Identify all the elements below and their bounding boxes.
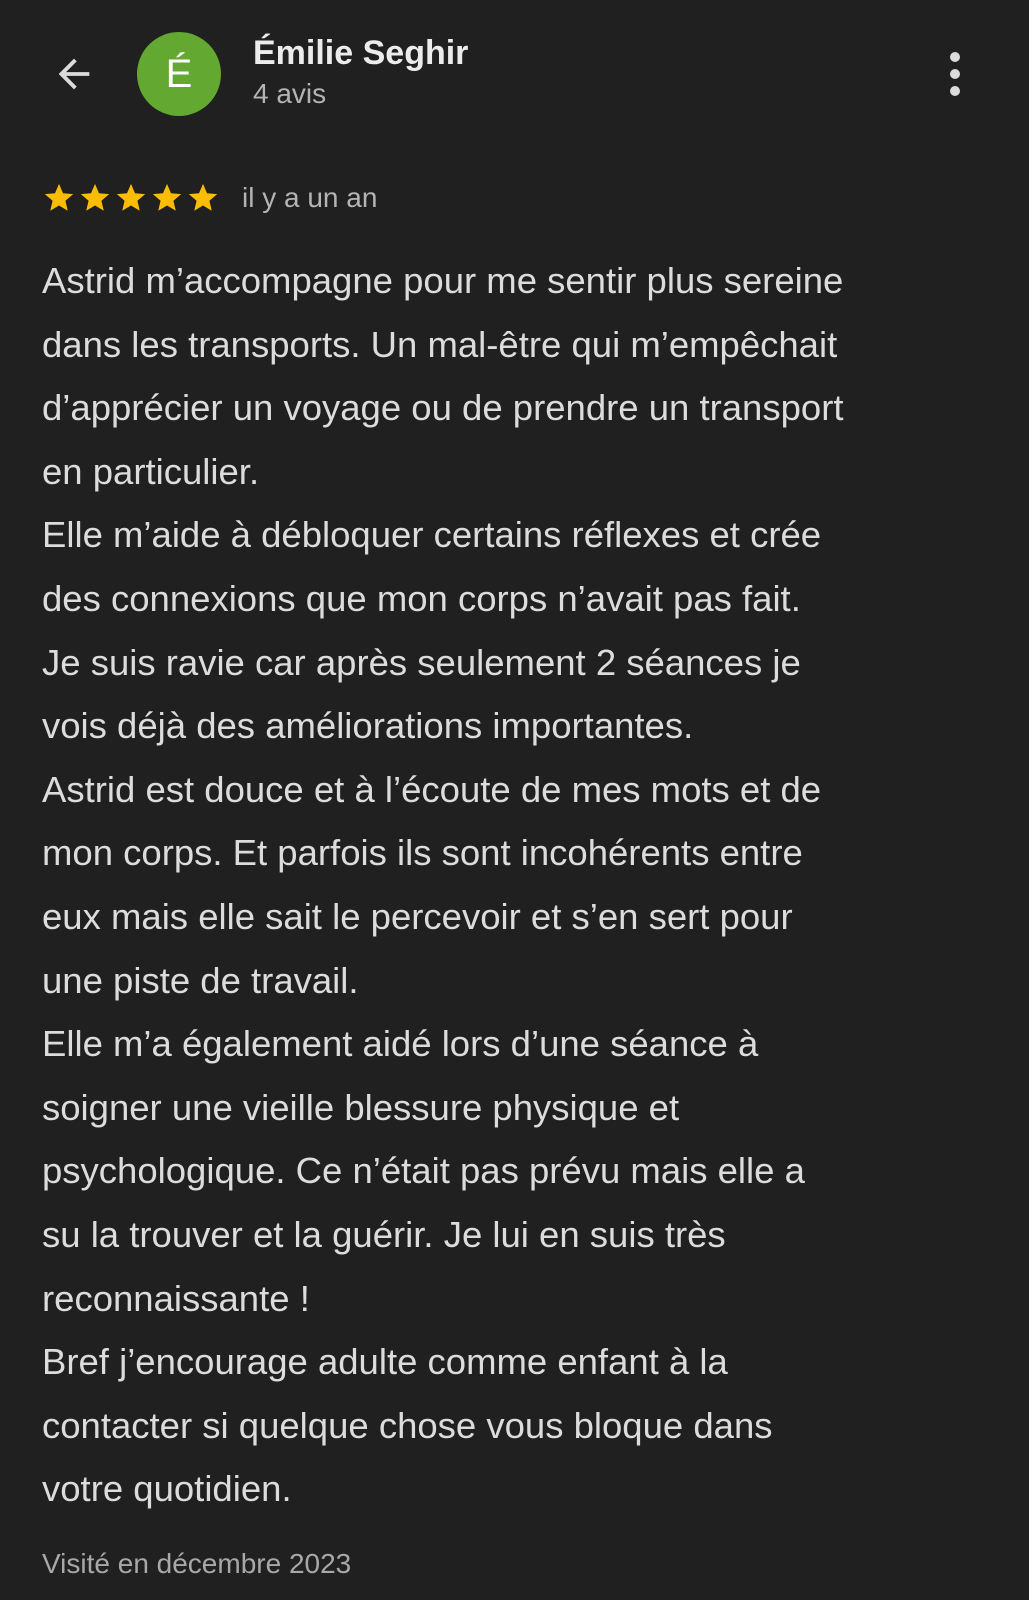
review-text-line: Bref j’encourage adulte comme enfant à la bbox=[42, 1341, 728, 1383]
reviewer-review-count: 4 avis bbox=[253, 78, 327, 109]
review-text-line: Elle m’a également aidé lors d’une séance à bbox=[42, 1023, 759, 1065]
avatar[interactable] bbox=[137, 32, 221, 116]
star-icon bbox=[114, 181, 148, 215]
visited-date: Visité en décembre 2023 bbox=[42, 1548, 352, 1579]
arrow-left-icon bbox=[51, 51, 97, 97]
review-text-line: d’apprécier un voyage ou de prendre un transport bbox=[42, 387, 844, 429]
more-options-button[interactable] bbox=[934, 46, 976, 102]
rating-row bbox=[42, 178, 377, 218]
review-text-line: reconnaissante ! bbox=[42, 1277, 310, 1319]
review-text-line: votre quotidien. bbox=[42, 1468, 292, 1510]
review-text-line: soigner une vieille blessure physique et bbox=[42, 1086, 680, 1128]
review-text-line: su la trouver et la guérir. Je lui en suis très bbox=[42, 1213, 726, 1255]
review-time: il y a un an bbox=[242, 182, 378, 213]
star-icon bbox=[78, 181, 112, 215]
back-button[interactable] bbox=[44, 46, 104, 102]
review-header bbox=[0, 0, 1029, 150]
review-text-line: des connexions que mon corps n’avait pas fait. bbox=[42, 577, 801, 619]
review-text-line: une piste de travail. bbox=[42, 959, 359, 1001]
review-text-line: Astrid m’accompagne pour me sentir plus sereine bbox=[42, 260, 844, 301]
star-icon bbox=[186, 181, 220, 215]
star-icon bbox=[150, 181, 184, 215]
review-text-line: psychologique. Ce n’était pas prévu mais elle a bbox=[42, 1150, 805, 1192]
reviewer-name[interactable]: Émilie Seghir bbox=[253, 34, 469, 72]
more-vert-icon bbox=[947, 50, 963, 98]
review-text-line: Astrid est douce et à l’écoute de mes mots et de bbox=[42, 768, 822, 810]
star-rating bbox=[42, 181, 220, 215]
review-text bbox=[42, 249, 1002, 1521]
review-text-line: dans les transports. Un mal-être qui m’empêchait bbox=[42, 323, 838, 365]
avatar-letter: É bbox=[165, 51, 193, 96]
review-text-line: eux mais elle sait le percevoir et s’en sert pour bbox=[42, 895, 793, 937]
review-text-line: Je suis ravie car après seulement 2 séances je bbox=[42, 641, 801, 683]
review-text-line: Elle m’aide à débloquer certains réflexes et crée bbox=[42, 514, 822, 556]
review-text-line: contacter si quelque chose vous bloque dans bbox=[42, 1404, 773, 1446]
review-text-line: mon corps. Et parfois ils sont incohérents entre bbox=[42, 832, 803, 874]
review-text-line: en particulier. bbox=[42, 450, 260, 492]
star-icon bbox=[42, 181, 76, 215]
review-text-line: vois déjà des améliorations importantes. bbox=[42, 705, 694, 747]
